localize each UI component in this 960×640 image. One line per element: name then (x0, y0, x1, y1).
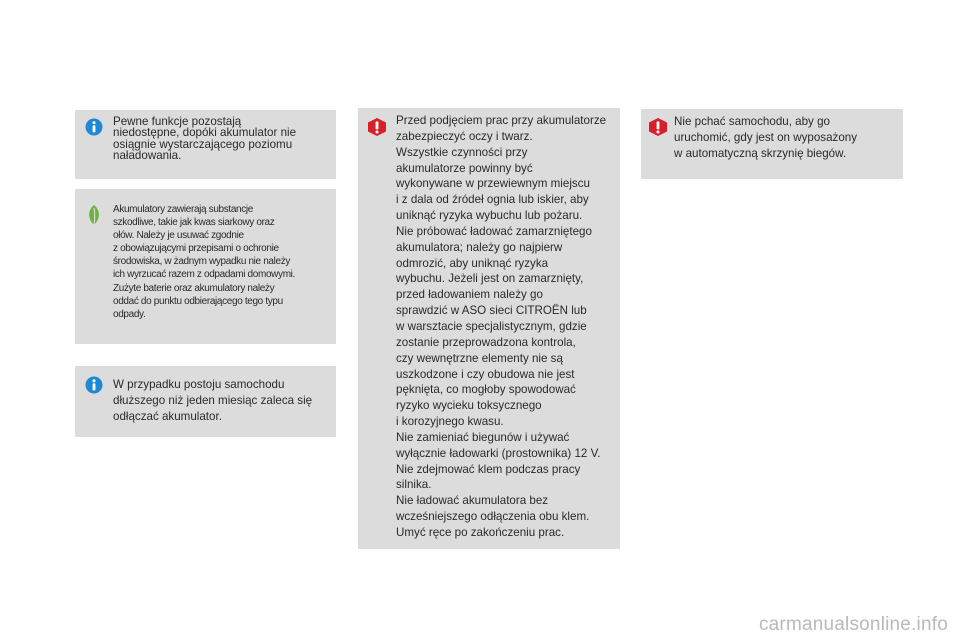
info-icon (85, 118, 103, 136)
info-notice-partial-functions (75, 110, 336, 179)
leaf-icon (85, 205, 103, 227)
warning-icon (367, 117, 387, 137)
info-notice-disconnect-battery (75, 366, 336, 437)
info-notice-text: Pewne funkcje pozostają niedostępne, dopóki akumulator nie osiągnie wystarczającego poziomu naładowania. (113, 115, 297, 162)
warning-notice-battery-work (358, 108, 620, 549)
warning-notice-text: Nie pchać samochodu, aby go uruchomić, gdy jest on wyposażony w automatyczną skrzynię biegów. (674, 115, 858, 160)
warning-notice-no-push-start (641, 109, 903, 179)
info-icon (85, 376, 103, 394)
eco-notice-battery-disposal (75, 189, 336, 344)
eco-notice-text: Akumulatory zawierają substancje szkodliwe, takie jak kwas siarkowy oraz ołów. Należy je usuwać zgodnie z obowiązującymi przepisami o ochronie środowiska, w żadnym wypadku nie należy ich wyrzucać razem z odpadami domowymi. Zużyte baterie oraz akumulatory należy oddać do punktu odbierającego tego typu odpady. (113, 204, 295, 320)
warning-icon (648, 117, 668, 137)
warning-notice-text: Przed podjęciem prac przy akumulatorze zabezpieczyć oczy i twarz. Wszystkie czynności przy akumulatorze powinny być wykonywane w przewiewnym miejscu i z dala od źródeł ognia lub iskier, aby uniknąć ryzyka wybuchu lub pożaru. Nie próbować ładować zamarzniętego akumulatora; należy go najpierw odmrozić, aby uniknąć ryzyka wybuchu. Jeżeli jest on zamarznięty, przed ładowaniem należy go sprawdzić w ASO sieci CITROËN lub w warsztacie specjalistycznym, gdzie zostanie przeprowadzona kontrola, czy wewnętrzne elementy nie są uszkodzone i czy obudowa nie jest pęknięta, co mogłoby spowodować ryzyko wycieku toksycznego i korozyjnego kwasu. Nie zamieniać biegunów i używać wyłącznie ładowarki (prostownika) 12 V. Nie zdejmować klem podczas pracy silnika. Nie ładować akumulatora bez wcześniejszego odłączenia obu klem. Umyć ręce po zakończeniu prac. (396, 114, 607, 539)
info-notice-text: W przypadku postoju samochodu dłuższego niż jeden miesiąc zaleca się odłączać akumulator. (113, 378, 313, 423)
watermark-text: carmanualsonline.info (758, 614, 948, 635)
